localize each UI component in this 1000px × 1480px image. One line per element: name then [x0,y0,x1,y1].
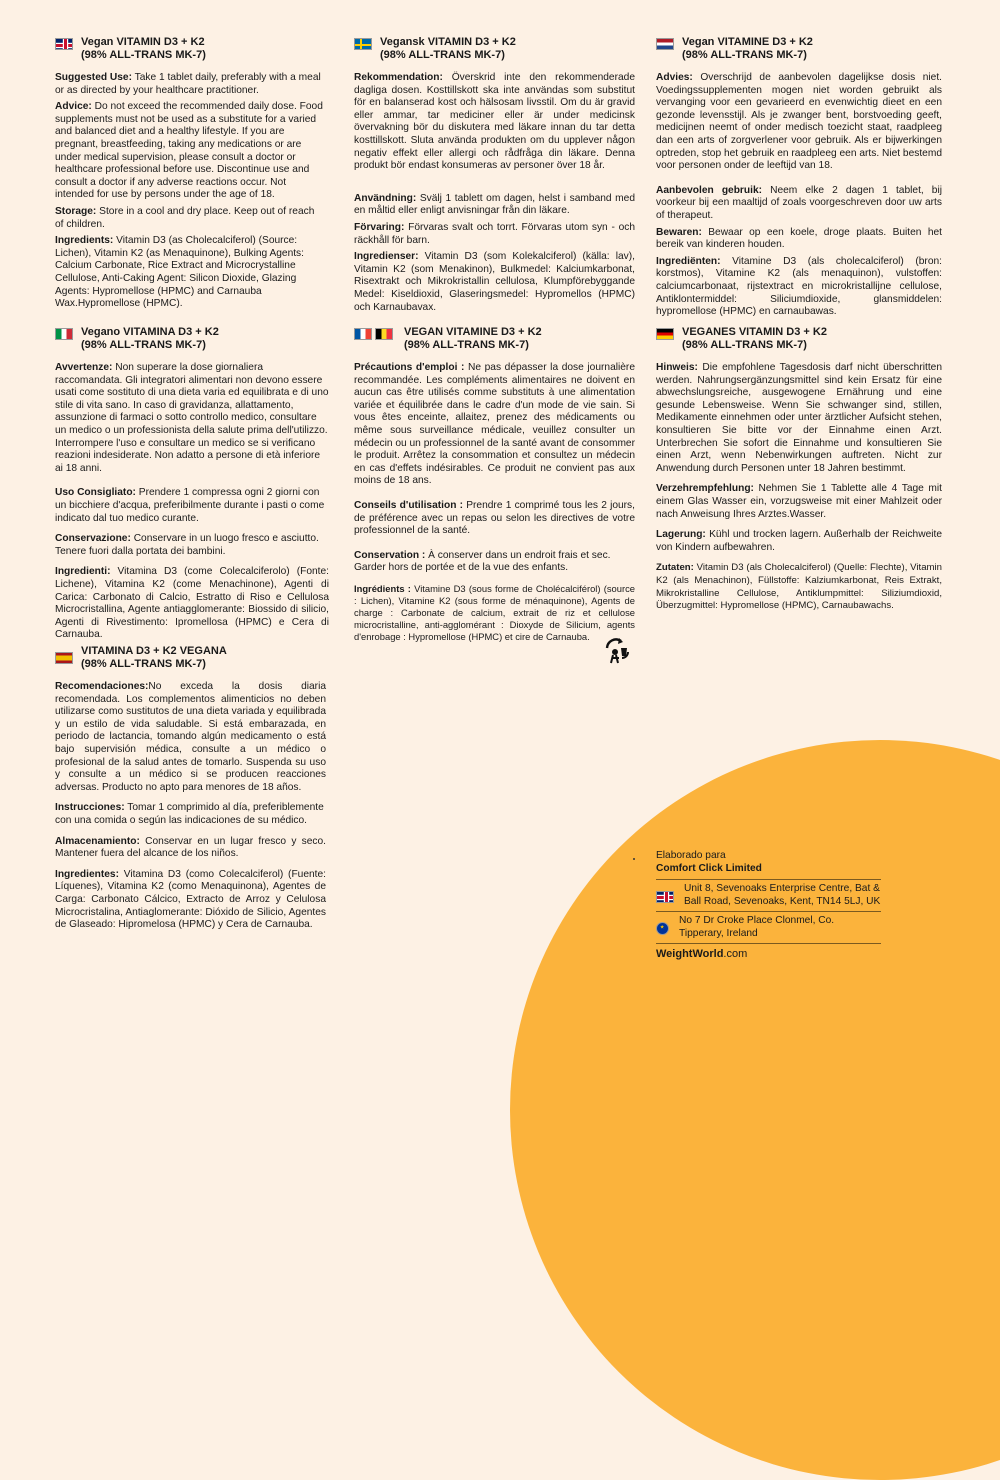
paragraph-ingredients: Ingredientes: Vitamina D3 (como Colecalciferol) (Fuente: Líquenes), Vitamina K2 (como Menaquinona), Agentes de Carga: Carbonato Cálcico, Extracto de Arroz y Celulosa Microcristalina, Antiaglomerante: Dióxido de Silicio, Agentes de Glaseado: Hipromelosa (HPMC) y Cera de Carnauba. [55,868,326,931]
spain-flag-icon [55,652,73,664]
section-title: VEGAN VITAMINE D3 + K2 [404,326,542,338]
paragraph-recommended-use: Uso Consigliato: Prendere 1 compressa ogni 2 giorni con un bicchiere d'acqua, preferibilmente durante i pasti o come indicato dal tuo medico curante. [55,487,325,524]
paragraph-ingredients: Zutaten: Vitamin D3 (als Cholecalciferol) (Quelle: Flechte), Vitamin K2 (als Menachinon), Füllstoffe: Kalziumkarbonat, Reis Extrakt, Mikrokristalline Cellulose, Antiklumpmittel: Siliziumdioxid, Überzugmittel: Hypromellose (HPMC), Carnaubawachs. [656,562,942,612]
paragraph-notice: Hinweis: Die empfohlene Tagesdosis darf nicht überschritten werden. Nahrungsergänzungsmittel sind kein Ersatz für eine abwechslungsreiche, ausgewogene Ernährung und eine gesunde Lebensweise. Wenn Sie schwanger sind, stillen, Medikamente einnehmen oder unter ärztlicher Aufsicht stehen, konsultieren Sie bitte vor der Einnahme einen Arzt. Unterbrechen Sie sofort die Einnahme und konsultieren Sie einen Arzt, wenn Nebenwirkungen auftreten. Nicht zur Anwendung durch Personen unter 18 Jahren bestimmt. [656,362,942,474]
section-dutch [656,36,942,323]
paragraph-ingredients: Ingredienser: Vitamin D3 (som Kolekalciferol) (källa: lav), Vitamin K2 (som Menakinon), Bulkmedel: Kalciumkarbonat, Risextrakt och Mikrokristallin cellulosa, Klumpförebyggande Medel: Kiseldioxid, Glaseringsmedel: Hypromellos (HPMC) och Karnaubavax. [354,251,635,313]
sweden-flag-icon [354,38,372,50]
section-subtitle: (98% ALL-TRANS MK-7) [380,49,505,61]
section-title: Vegan VITAMINE D3 + K2 [682,36,813,48]
section-subtitle: (98% ALL-TRANS MK-7) [682,339,807,351]
brand-website: WeightWorld.com [656,943,881,961]
belgium-flag-icon [375,328,393,340]
section-header [55,326,329,352]
triman-recycle-icon [601,636,631,666]
eu-flag-icon [656,922,669,935]
company-name: Comfort Click Limited [656,862,762,874]
section-header [354,36,635,62]
section-title: VITAMINA D3 + K2 VEGANA [81,645,227,657]
uk-address: Unit 8, Sevenoaks Enterprise Centre, Bat & Ball Road, Sevenoaks, Kent, TN14 5LJ, UK [684,883,881,907]
paragraph-warnings: Avvertenze: Non superare la dose giornaliera raccomandata. Gli integratori alimentari non devono essere usati come sostituto di una dieta varia ed equilibrata e di uno stile di vita sano. In caso di gravidanza, allattamento, assunzione di farmaci o sotto controllo medico, consultare un medico o un professionista della salute prima dell'utilizzo. Interrompere l'uso e consultare un medico se si verificano reazioni indesiderate. Non adatto a persone di età inferiore ai 18 anni. [55,362,329,474]
manufacturer-block [656,850,881,961]
paragraph-advice: Advice: Do not exceed the recommended daily dose. Food supplements must not be used as a substitute for a varied and balanced diet and a healthy lifestyle. If you are pregnant, breastfeeding, taking any medications or are under medical supervision, please consult a doctor or healthcare professional before use. Discontinue use and consult a doctor if any adverse reactions occur. Not intended for use by persons under the age of 18. [55,101,323,201]
ie-address: No 7 Dr Croke Place Clonmel, Co. Tipperary, Ireland [679,915,835,939]
uk-flag-icon [656,891,674,903]
netherlands-flag-icon [656,38,674,50]
section-title: Vegano VITAMINA D3 + K2 [81,326,219,338]
paragraph-advice: Advies: Overschrijd de aanbevolen dagelijkse dosis niet. Voedingssupplementen mogen niet worden gebruikt als vervanging voor een gevarieerd en evenwichtig dieet en een gezonde levensstijl. Als je zwanger bent, borstvoeding geeft, medicijnen neemt of onder medisch toezicht staat, raadpleeg dan een arts of zorgverlener voor gebruik. Als er bijwerkingen optreden, stop het gebruik en raadpleeg een arts. Niet bestemd voor personen onder de leeftijd van 18. [656,72,943,172]
paragraph-precautions: Précautions d'emploi : Ne pas dépasser la dose journalière recommandée. Les compléments alimentaires ne doivent en aucun cas être utilisés comme substituts à une alimentation variée et équilibrée dans le cadre d'un mode de vie sain. Si vous êtes enceinte, allaitez, prenez des médicaments ou même sous surveillance médicale, veuillez consulter un médecin ou un professionnel de la santé avant de consommer le produit. Arrêtez la consommation et consultez un médecin en cas d'effets indésirables. Ce produit ne convient pas aux moins de 18 ans. [354,362,635,487]
section-english [55,36,323,315]
section-subtitle: (98% ALL-TRANS MK-7) [682,49,807,61]
section-swedish [354,36,635,318]
paragraph-usage: Conseils d'utilisation : Prendre 1 comprimé tous les 2 jours, de préférence avec un repas ou selon les directives de votre professionnel de la santé. [354,499,635,537]
paragraph-storage: Almacenamiento: Conservar en un lugar fresco y seco. Mantener fuera del alcance de los niños. [55,835,326,860]
paragraph-suggested-use: Suggested Use: Take 1 tablet daily, preferably with a meal or as directed by your healthcare practitioner. [55,72,321,96]
paragraph-storage: Conservazione: Conservare in un luogo fresco e asciutto. Tenere fuori dalla portata dei bambini. [55,533,319,557]
section-header [354,326,635,352]
section-title: VEGANES VITAMIN D3 + K2 [682,326,827,338]
flag-group [354,328,396,340]
paragraph-ingredients: Ingrediënten: Vitamine D3 (als cholecalciferol) (bron: korstmos), Vitamine K2 (als menaquinon), vulstoffen: calciumcarbonaat, rijstextract en microkristallijne cellulose, Antiklontermiddel: Siliciumdioxide, glansmiddelen: hypromellose (HPMC) en carnaubawas. [656,255,942,318]
decorative-dot [633,858,635,860]
section-title: Vegan VITAMIN D3 + K2 [81,36,205,48]
paragraph-recommended-use: Aanbevolen gebruik: Neem elke 2 dagen 1 tablet, bij voorkeur bij een maaltijd of zoals voorgeschreven door uw arts of therapeut. [656,184,942,221]
paragraph-storage: Bewaren: Bewaar op een koele, droge plaats. Buiten het bereik van kinderen houden. [656,226,942,251]
section-subtitle: (98% ALL-TRANS MK-7) [81,658,206,670]
made-for-label: Elaborado para [656,850,726,861]
section-header [656,326,942,352]
section-spanish [55,645,326,936]
paragraph-ingredients: Ingrédients : Vitamine D3 (sous forme de Cholécalciférol) (source : Lichen), Vitamine K2 (sous forme de ménaquinone), Agents de charge : Carbonate de calcium, extrait de riz et cellulose microcristalline, anti-agglomérant : Dioxyde de Silicium, agents d'enrobage : Hypromellose (HPMC) et cire de Carnauba. [354,582,635,642]
section-italian [55,326,329,646]
france-flag-icon [354,328,372,340]
paragraph-storage: Förvaring: Förvaras svalt och torrt. Förvaras utom syn - och räckhåll för barn. [354,221,635,246]
section-subtitle: (98% ALL-TRANS MK-7) [81,49,206,61]
section-subtitle: (98% ALL-TRANS MK-7) [81,339,206,351]
section-header [656,36,942,62]
germany-flag-icon [656,328,674,340]
paragraph-instructions: Instrucciones: Tomar 1 comprimido al día, preferiblemente con una comida o según las indicaciones de su médico. [55,802,324,826]
paragraph-ingredients: Ingredienti: Vitamina D3 (come Colecalciferolo) (Fonte: Lichene), Vitamina K2 (come Menachinone), Agenti di Carica: Carbonato di Calcio, Estratto di Riso e Cellulosa Microcristallina, Agente antiagglomerante: Biossido di silicio, Agenti di Rivestimento: Ipromellosa (HPMC) e Cera di Carnauba. [55,566,329,641]
paragraph-storage: Lagerung: Kühl und trocken lagern. Außerhalb der Reichweite von Kindern aufbewahren. [656,529,942,553]
section-german [656,326,942,617]
paragraph-recommendations: Recomendaciones:No exceda la dosis diaria recomendada. Los complementos alimenticios no deben utilizarse como sustitutos de una dieta variada y equilibrada y un estilo de vida saludable. Si está embarazada, en periodo de lactancia, tomando algún medicamento o está bajo supervisión médica, consulte a un médico o profesional de la salud antes de tomarlo. Suspenda su uso y consulte a un médico si se producen reacciones adversas. Producto no apto para menores de 18 años. [55,681,326,793]
section-header [55,36,323,62]
section-title: Vegansk VITAMIN D3 + K2 [380,36,516,48]
paragraph-recommended-intake: Verzehrempfehlung: Nehmen Sie 1 Tablette alle 4 Tage mit einem Glas Wasser ein, vorzugsweise mit einer Mahlzeit oder nach Anweisung Ihres Arztes.Wasser. [656,483,942,520]
paragraph-storage: Conservation : À conserver dans un endroit frais et sec. Garder hors de portée et de la vue des enfants. [354,549,611,574]
paragraph-usage: Användning: Svälj 1 tablett om dagen, helst i samband med en måltid eller enligt anvisningar från din läkare. [354,192,635,217]
paragraph-storage: Storage: Store in a cool and dry place. Keep out of reach of children. [55,205,315,230]
section-french [354,326,635,647]
italy-flag-icon [55,328,73,340]
uk-address-row [656,879,881,911]
section-subtitle: (98% ALL-TRANS MK-7) [404,339,529,351]
ie-address-row [656,911,881,943]
uk-flag-icon [55,38,73,50]
paragraph-ingredients: Ingredients: Vitamin D3 (as Cholecalciferol) (Source: Lichen), Vitamin K2 (as Menaquinone), Bulking Agents: Calcium Carbonate, Rice Extract and Microcrystalline Cellulose, Anti-Caking Agent: Silicon Dioxide, Glazing Agents: Hypromellose (HPMC) and Carnauba Wax.Hypromellose (HPMC). [55,235,304,310]
section-header [55,645,326,671]
paragraph-recommendation: Rekommendation: Överskrid inte den rekommenderade dagliga dosen. Kosttillskott ska inte användas som substitut för en balanserad kost och hälsosam livsstil. Om du är gravid eller ammar, tar mediciner eller är under medicinsk övervakning bör du diskutera med läkare innan du tar detta kosttillskott. Sluta använda produkten om du upplever någon negativ effekt eller allergi och rådfråga din läkare. Denna produkt bör endast konsumeras av personer över 18 år. [354,72,635,172]
